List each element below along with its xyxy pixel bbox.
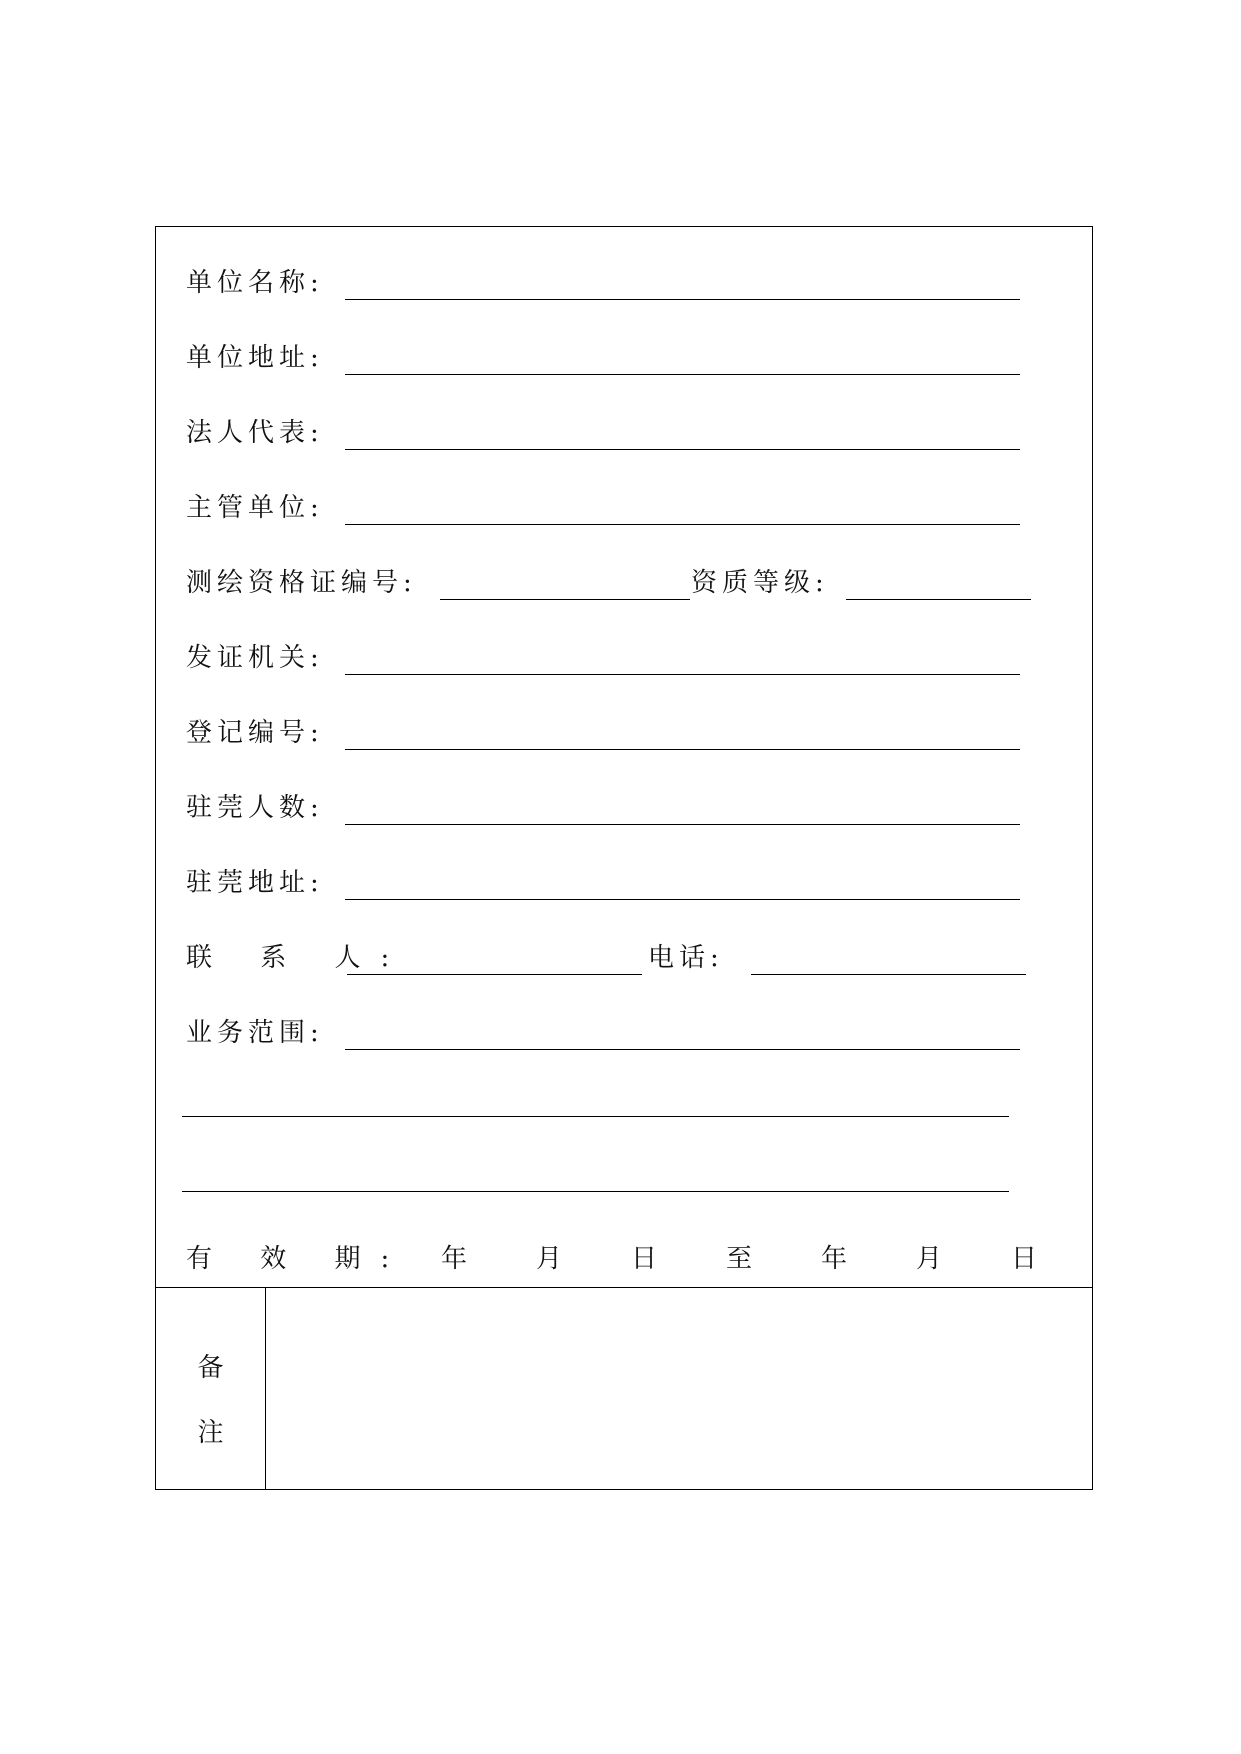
cert-no-label: 测绘资格证编号:	[186, 568, 417, 598]
reg-no-label: 登记编号:	[186, 718, 324, 748]
row-validity	[186, 1239, 1086, 1279]
validity-start-day: 日	[631, 1244, 658, 1274]
validity-to: 至	[726, 1244, 753, 1274]
issuer-label: 发证机关:	[186, 643, 324, 673]
contact-label: 联 系 人:	[186, 943, 410, 973]
row-reg-no	[186, 713, 1066, 753]
staff-count-field[interactable]	[345, 824, 1020, 825]
validity-end-year: 年	[821, 1244, 848, 1274]
remarks-area[interactable]	[267, 1289, 1092, 1489]
legal-rep-label: 法人代表:	[186, 418, 324, 448]
business-scope-line-2[interactable]	[182, 1116, 1009, 1117]
legal-rep-field[interactable]	[345, 449, 1020, 450]
issuer-field[interactable]	[345, 674, 1020, 675]
row-supervisor	[186, 488, 1066, 528]
unit-address-field[interactable]	[345, 374, 1020, 375]
supervisor-label: 主管单位:	[186, 493, 324, 523]
row-business-scope	[186, 1013, 1066, 1053]
row-local-address	[186, 863, 1066, 903]
remarks-char-1: 备	[197, 1353, 224, 1383]
validity-end-month: 月	[916, 1244, 943, 1274]
row-unit-address	[186, 338, 1066, 378]
phone-field[interactable]	[751, 974, 1026, 975]
local-address-field[interactable]	[345, 899, 1020, 900]
staff-count-label: 驻莞人数:	[186, 793, 324, 823]
row-legal-rep	[186, 413, 1066, 453]
validity-start-year: 年	[441, 1244, 468, 1274]
qual-level-field[interactable]	[846, 599, 1031, 600]
business-scope-label: 业务范围:	[186, 1018, 324, 1048]
unit-name-field[interactable]	[345, 299, 1020, 300]
validity-start-month: 月	[536, 1244, 563, 1274]
unit-name-label: 单位名称:	[186, 268, 324, 298]
remarks-char-2: 注	[197, 1418, 224, 1448]
unit-address-label: 单位地址:	[186, 343, 324, 373]
contact-field[interactable]	[347, 974, 642, 975]
validity-label: 有 效 期:	[186, 1244, 410, 1274]
registration-form	[155, 226, 1093, 1490]
reg-no-field[interactable]	[345, 749, 1020, 750]
row-contact	[186, 938, 1066, 978]
business-scope-line-3[interactable]	[182, 1191, 1009, 1192]
row-staff-count	[186, 788, 1066, 828]
remarks-divider	[156, 1287, 1092, 1288]
phone-label: 电话:	[648, 943, 724, 973]
cert-no-field[interactable]	[440, 599, 690, 600]
local-address-label: 驻莞地址:	[186, 868, 324, 898]
qual-level-label: 资质等级:	[691, 568, 829, 598]
validity-end-day: 日	[1011, 1244, 1038, 1274]
supervisor-field[interactable]	[345, 524, 1020, 525]
row-cert	[186, 563, 1066, 603]
business-scope-field[interactable]	[345, 1049, 1020, 1050]
remarks-column-divider	[265, 1287, 266, 1489]
row-unit-name	[186, 263, 1066, 303]
row-issuer	[186, 638, 1066, 678]
